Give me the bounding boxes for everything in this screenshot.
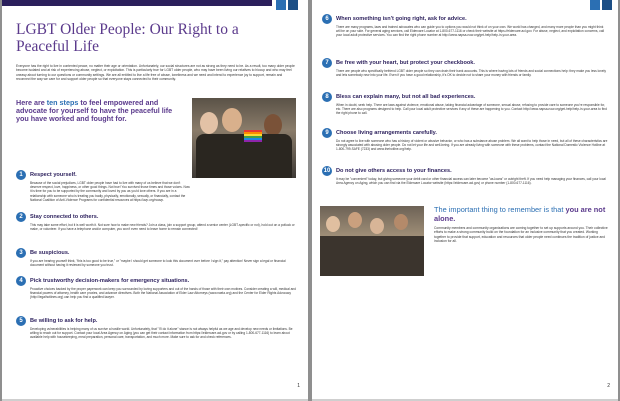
page-1 [2,0,308,401]
callout-heading: The important thing to remember is that you are not alone. [434,205,606,223]
lead-heading: Here are ten steps to feel empowered and advocate for yourself to have the peaceful life you have worked and fought for. [16,98,173,124]
step-heading: Be free with your heart, but protect your checkbook. [336,60,475,66]
step-body: It may be "convenient" today, but giving someone your debit card or other financial access can later become "as-loans" or outright theft. If you need help managing your finances, call your local Area Agency on Aging, which you can find via the Eldercare Locator website (https://eldercare.acl.gov) or phone number (1-800-677-1116). [336,177,606,186]
step-item [16,212,296,231]
step-item [16,248,296,267]
step-heading: Pick trustworthy decision-makers for emergency situations. [30,278,190,284]
step-body: When in doubt, seek help. There are laws against violence, emotional abuse, taking financial advantage of someone, sexual abuse, refusing to provide care to someone you're responsible for, etc. There are also programs designed to help. Call your local adult protective services if any of these are happening to you. Contact http://www.napsa-now.org/get-help/help-in-your-area to find the right phone to call. [336,103,607,116]
step-item [322,128,608,152]
step-number: 1 [16,170,26,180]
callout-box [434,206,610,243]
meeting-photo [320,206,424,276]
step-body: Developing vulnerabilities is helping many of us survive a hostile world. Unfortunately, that "I'll do it alone" stance is not always helpful as we age and develop new needs or limitations. Be willing to reach out for support. Contact your local Area Agency on Aging (you can get their contact information from https://eldercare.acl.gov or by calling 1-800-677-1116) to learn about available help with housekeeping, meal preparation, personal care, transportation, and much more. Make sure to ask for and check references. [30,327,293,340]
step-item [16,276,296,300]
step-body: Because of the social prejudices, LGBT older people have had to live with many of us believe that we don't deserve respect, love, happiness, or other good things. Not true! You survived those times and those voices. Now it is time for you to be supported by the community and loved by you as you'd love others. If you are in a relationship with someone who is treating you badly, physically, emotionally, sexually, or financially, contact the National Coalition of Anti-Violence Programs for confidential resources at https://avp.org/ncavp. [30,181,190,202]
step-heading: Do not give others access to your finances. [336,168,452,174]
group-photo [192,98,296,178]
step-item [322,14,608,38]
step-body: Do not agree to live with someone who has a history of violent or abusive behavior, or who has a substance abuse problem. We all want to help those in need, but all of these characteristics are strongly associated with abusing older people. Do not let your life and well-being. If you are already living with someone with these problems, contact the National Domestic Violence Hotline at 1-800-799-SAFE (7233) and www.thehotline.org/help. [336,139,608,152]
step-body: There are many programs, laws and trained advocates who can guide you to options you would not think of on your own. We world has changed, and many more people than you might think will be on your side. For general aging services, call Eldercare Locator at 1-800-677-1116 or check their website at https://eldercare.acl.gov. For abuse, neglect, and exploitation concerns, call your local adult protective services. You can find the right phone number at http://www.napsa-now.org/get-help/help-in-your-area. [336,25,605,38]
step-heading: Be willing to ask for help. [30,318,98,324]
header-square [288,0,298,10]
step-body: If you are hearing yourself think, "this is too good to be true," or "maybe I should get someone to look this document over before I sign it," pay attention! Never sign a legal or financial document without having it reviewed by someone you trust. [30,259,286,268]
step-number: 9 [322,128,332,138]
step-item [322,58,608,77]
rainbow-flag-icon [244,130,262,142]
step-item [322,92,608,116]
step-heading: Stay connected to others. [30,214,99,220]
step-heading: Bless can explain many, but not all bad experiences. [336,94,476,100]
step-item [16,316,296,340]
step-number: 3 [16,248,26,258]
step-number: 6 [322,14,332,24]
intro-paragraph: Everyone has the right to live in contented peace, no matter their age or orientation. Unfortunately, our social structures are not as strong as they need to be. As a result, too many older people become isolated and at risk of experiencing abuse, neglect, or exploitation. This is particularly true for LGBT older people, who may have been living our relatives to hiccup and who may feel uneasy about turning to our questions or community settings. We are all entitled to live a life free of abuse, loneliness and we need and intend to experience joy to support, remain and reconnect the way we care for and support older people so that everyone stays connected to their community. [16,64,295,81]
step-heading: Be suspicious. [30,250,70,256]
step-number: 4 [16,276,26,286]
step-item [322,166,608,185]
header-square [276,0,286,10]
page-2 [312,0,618,401]
step-heading: Choose living arrangements carefully. [336,130,437,136]
step-heading: Respect yourself. [30,172,77,178]
step-heading: When something isn't going right, ask for advice. [336,16,467,22]
step-body: Proactive choices backed by the proper paperwork can keep you surrounded by loving supporters and out of the hands of those with their own motives. Consider creating a will, medical and financial powers of attorney, health care proxies, and advance directives. Both the National Association of Elder Law Attorneys (www.naela.org) and the Center for Elder Rights Advocacy (http://legalhotlines.org) can help you find a qualified lawyer. [30,287,296,300]
step-number: 8 [322,92,332,102]
step-item [16,170,296,202]
header-square [590,0,600,10]
step-number: 10 [323,168,331,174]
header-square [602,0,612,10]
step-number: 2 [16,212,26,222]
step-body: This may take some effort, but it is well worth it. Not sure how to make new friends? Join a class, join a support group, attend a senior center (LGBT-specific or not), hold out on a potluck or make, or volunteer. If you have a telephone and/or computer, you won't even need to leave home to remain connected! [30,223,295,232]
page-number: 1 [297,383,300,389]
step-number: 5 [16,316,26,326]
page-number: 2 [607,383,610,389]
step-number: 7 [322,58,332,68]
callout-body: Community members and community organizations are coming together to set up supports around you. Their collective efforts to make a strong community build on the foundation for an inclusive community that you created. Working together to provide that support, education and resources that older people need continues the tradition of justice and inclusion for all. [434,226,608,244]
page-title: LGBT Older People: Our Right to a Peaceful Life [16,21,239,55]
step-body: There are people who specifically befriend LGBT older people so they can drain their bank accounts. This is where having lots of friends and social connections help: they make you less lonely and lets somebody new into your life. Even if you have a good relationship, it's OK to decide not to share your money with friends or family. [336,69,606,78]
header-bar [2,0,272,6]
